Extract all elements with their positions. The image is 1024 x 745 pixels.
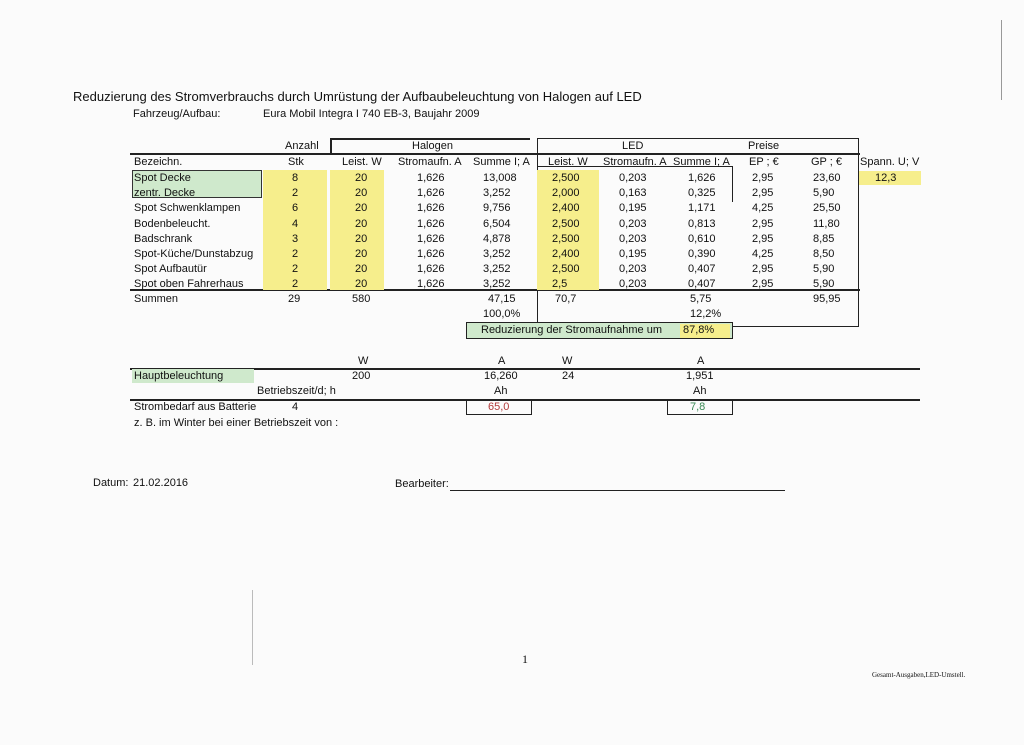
sum-led-w: 70,7 [555,293,577,305]
cell-ha: 1,626 [417,248,445,260]
cell-stk: 8 [292,172,299,184]
cell-hw: 20 [355,217,368,230]
cell-ls: 0,325 [688,187,716,200]
cell-ls: 0,390 [688,248,716,260]
footer-filename: Gesamt-Ausgaben,LED-Umstell. [872,671,966,679]
page-number: 1 [522,652,528,666]
cell-gp: 23,60 [813,172,841,184]
cell-lw: 2,000 [552,187,580,200]
reduction-value: 87,8% [683,324,715,336]
cell-hw: 20 [355,187,368,200]
col-led-summe: Summe I; A [673,156,730,168]
winter-note: z. B. im Winter bei einer Betriebszeit von : [134,417,339,429]
datum-label: Datum: [93,477,129,489]
cell-hs: 3,252 [483,263,511,276]
cell-hs: 4,878 [483,232,511,245]
cell-ls: 0,407 [688,263,716,276]
cell-la: 0,163 [619,187,647,200]
cell-ls: 0,407 [688,278,716,291]
cell-la: 0,195 [619,248,647,260]
percent-halogen: 100,0% [483,308,521,320]
scan-fold-mark [252,590,253,665]
voltage-value: 12,3 [875,172,897,184]
percent-led: 12,2% [690,308,722,320]
cell-hs: 3,252 [483,248,511,260]
cell-gp: 5,90 [813,278,835,291]
bedarf-led-value: 7,8 [690,401,706,413]
cell-ha: 1,626 [417,187,445,200]
col-led-leist: Leist. W [548,156,588,168]
cell-lw: 2,500 [552,217,580,230]
haupt-halogen-w: 200 [352,370,371,382]
sum-halogen-summe: 47,15 [488,293,516,305]
group-anzahl: Anzahl [285,140,319,152]
sum-halogen-w: 580 [352,293,371,305]
cell-name: Badschrank [134,232,193,245]
cell-la: 0,195 [619,202,647,215]
col-bezeichn: Bezeichn. [134,156,183,168]
haupt-led-a: 1,951 [686,370,714,382]
cell-lw: 2,400 [552,202,580,215]
cell-ep: 2,95 [752,263,774,276]
cell-hs: 6,504 [483,217,511,230]
haupt-led-w: 24 [562,370,575,382]
cell-la: 0,203 [619,217,647,230]
cell-lw: 2,500 [552,172,580,184]
cell-hw: 20 [355,232,368,245]
col-halogen-leist: Leist. W [342,156,382,168]
col-led-strom: Stromaufn. A [603,156,667,168]
cell-ha: 1,626 [417,202,445,215]
col-spannung: Spann. U; V [860,156,920,168]
cell-stk: 2 [292,248,299,260]
cell-hw: 20 [355,172,368,184]
cell-ls: 0,610 [688,232,716,245]
cell-gp: 5,90 [813,187,835,200]
group-halogen: Halogen [412,140,453,152]
bearbeiter-label: Bearbeiter: [395,478,449,490]
cell-gp: 5,90 [813,263,835,276]
col-gp: GP ; € [811,156,842,168]
cell-name: zentr. Decke [134,187,196,200]
cell-name: Spot-Küche/Dunstabzug [134,248,254,260]
cell-ep: 4,25 [752,202,774,215]
haupt-label: Hauptbeleuchtung [134,370,224,382]
ah-halogen: Ah [494,385,508,397]
cell-hs: 13,008 [483,172,517,184]
col-ep: EP ; € [749,156,779,168]
page-title: Reduzierung des Stromverbrauchs durch Umrüstung der Aufbaubeleuchtung von Halogen auf LED [73,89,642,104]
cell-la: 0,203 [619,278,647,291]
col-halogen-summe: Summe I; A [473,156,530,168]
reduction-label: Reduzierung der Stromaufnahme um [481,324,662,336]
cell-la: 0,203 [619,263,647,276]
cell-ls: 1,171 [688,202,716,215]
cell-ha: 1,626 [417,263,445,276]
cell-hw: 20 [355,202,368,215]
header-underline [130,153,860,155]
cell-hw: 20 [355,278,368,291]
bedarf-label: Strombedarf aus Batterie [134,401,257,413]
cell-ha: 1,626 [417,172,445,184]
cell-name: Spot Schwenklampen [134,202,241,215]
unit-a-led: A [697,355,705,367]
cell-name: Bodenbeleucht. [134,217,211,230]
unit-w-halogen: W [358,355,369,367]
cell-gp: 25,50 [813,202,841,215]
betrieb-label: Betriebszeit/d; h [257,385,336,397]
cell-stk: 2 [292,263,299,276]
cell-name: Spot Decke [134,172,191,184]
halogen-left-border [330,138,332,154]
group-led: LED [622,140,644,152]
vehicle-value: Eura Mobil Integra I 740 EB-3, Baujahr 2009 [263,108,480,120]
led-inner-vline [732,166,733,202]
cell-stk: 6 [292,202,299,215]
cell-hs: 9,756 [483,202,511,215]
cell-lw: 2,500 [552,232,580,245]
cell-ls: 1,626 [688,172,716,184]
sum-led-summe: 5,75 [690,293,712,305]
cell-la: 0,203 [619,172,647,184]
group-preise: Preise [748,140,780,152]
cell-ha: 1,626 [417,217,445,230]
bearbeiter-signature-line [450,490,785,491]
cell-ep: 4,25 [752,248,774,260]
cell-ha: 1,626 [417,278,445,291]
cell-stk: 2 [292,187,299,200]
col-stk: Stk [288,156,304,168]
cell-ep: 2,95 [752,232,774,245]
cell-hs: 3,252 [483,187,511,200]
cell-name: Spot oben Fahrerhaus [134,278,244,291]
cell-stk: 2 [292,278,299,291]
cell-ep: 2,95 [752,172,774,184]
unit-w-led: W [562,355,573,367]
cell-hw: 20 [355,248,368,260]
cell-hw: 20 [355,263,368,276]
cell-hs: 3,252 [483,278,511,291]
cell-lw: 2,500 [552,263,580,276]
haupt-halogen-a: 16,260 [484,370,518,382]
unit-a-halogen: A [498,355,506,367]
sum-gp: 95,95 [813,293,841,305]
sum-label: Summen [134,293,179,305]
sum-stk: 29 [288,293,301,305]
vehicle-label: Fahrzeug/Aufbau: [133,108,221,120]
cell-lw: 2,5 [552,278,568,291]
ah-led: Ah [693,385,707,397]
cell-ep: 2,95 [752,217,774,230]
cell-name: Spot Aufbautür [134,263,207,276]
cell-ep: 2,95 [752,278,774,291]
col-halogen-strom: Stromaufn. A [398,156,462,168]
cell-gp: 11,80 [813,217,840,230]
datum-value: 21.02.2016 [133,477,189,489]
cell-gp: 8,85 [813,232,835,245]
bedarf-halogen-value: 65,0 [488,401,510,413]
bedarf-hours: 4 [292,401,299,413]
cell-la: 0,203 [619,232,647,245]
cell-stk: 3 [292,232,299,245]
cell-gp: 8,50 [813,248,835,260]
cell-ls: 0,813 [688,217,716,230]
cell-ep: 2,95 [752,187,774,200]
cell-ha: 1,626 [417,232,445,245]
cell-stk: 4 [292,217,299,230]
cell-lw: 2,400 [552,248,580,260]
scan-edge-mark [1001,20,1002,100]
